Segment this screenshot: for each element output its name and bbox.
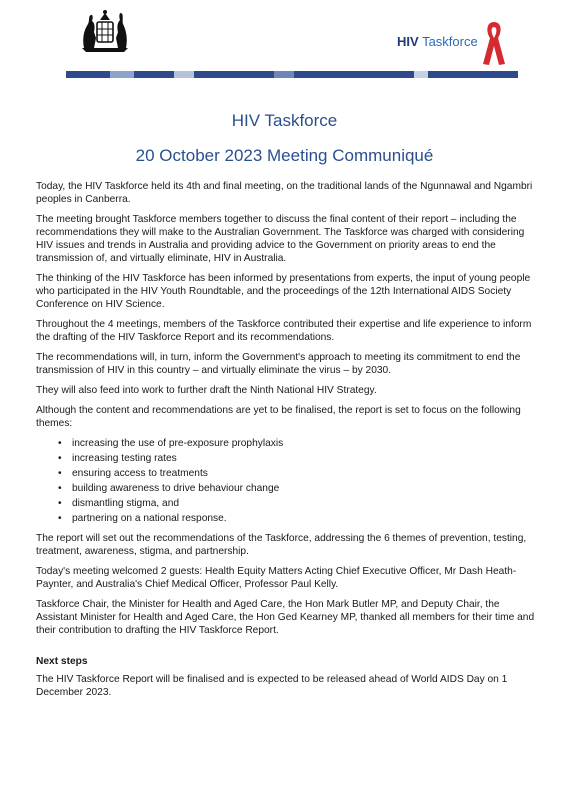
coat-of-arms-icon — [76, 8, 134, 54]
brand-taskforce: Taskforce — [422, 34, 478, 49]
list-item: • increasing testing rates — [58, 452, 542, 465]
band-segment — [428, 71, 518, 78]
paragraph-intro: Today, the HIV Taskforce held its 4th and final meeting, on the traditional lands of the Ngunnawal and Ngambri peoples in Canberra. — [36, 181, 533, 205]
list-item: • dismantling stigma, and — [58, 497, 542, 510]
paragraph-informed-by: The thinking of the HIV Taskforce has been informed by presentations from experts, the input of young people who participated in the HIV Youth Roundtable, and the proceedings of the 12th International AIDS Society Conference on HIV Science. — [36, 273, 531, 310]
list-item: • ensuring access to treatments — [58, 467, 542, 480]
list-item: • building awareness to drive behaviour change — [58, 482, 542, 495]
communique-body — [36, 180, 542, 706]
band-segment — [194, 71, 274, 78]
list-item: • partnering on a national response. — [58, 512, 542, 525]
communique-subtitle: 20 October 2023 Meeting Communiqué — [135, 146, 434, 165]
band-segment — [274, 71, 294, 78]
paragraph-meeting-purpose: The meeting brought Taskforce members together to discuss the final content of their report – including the recommendations they will make to the Australian Government. The Taskforce was charged with considering HIV issues and trends in Australia and providing advice to the Government on priority areas to end the transmission of, and virtually eliminate, HIV in Australia. — [36, 214, 525, 264]
paragraph-recommendations: The recommendations will, in turn, inform the Government's approach to meeting its commitment to end the transmission of HIV in this country – and virtually eliminate the virus – by 2030. — [36, 352, 521, 376]
next-steps-heading: Next steps — [36, 656, 88, 667]
paragraph-strategy: They will also feed into work to further draft the Ninth National HIV Strategy. — [36, 385, 377, 396]
band-segment — [134, 71, 174, 78]
paragraph-next-steps: The HIV Taskforce Report will be finalised and is expected to be released ahead of World AIDS Day on 1 December 2023. — [36, 674, 508, 698]
band-segment — [66, 71, 110, 78]
paragraph-themes-intro: Although the content and recommendations are yet to be finalised, the report is set to focus on the following themes: — [36, 405, 521, 429]
band-segment — [174, 71, 194, 78]
band-segment — [414, 71, 428, 78]
paragraph-contributions: Throughout the 4 meetings, members of the Taskforce contributed their expertise and life experience to inform the drafting of the HIV Taskforce Report and its recommendations. — [36, 319, 532, 343]
list-item: • increasing the use of pre-exposure prophylaxis — [58, 437, 542, 450]
page-header — [0, 0, 569, 80]
paragraph-report-themes: The report will set out the recommendations of the Taskforce, addressing the 6 themes of prevention, testing, treatment, awareness, stigma, and partnership. — [36, 533, 527, 557]
band-segment — [110, 71, 134, 78]
paragraph-guests: Today's meeting welcomed 2 guests: Health Equity Matters Acting Chief Executive Officer, Mr Dash Heath-Paynter, and Australia's Chief Medical Officer, Professor Paul Kelly. — [36, 566, 517, 590]
brand-hiv: HIV — [397, 34, 419, 49]
brand-logo-text — [397, 34, 478, 49]
paragraph-thanks: Taskforce Chair, the Minister for Health and Aged Care, the Hon Mark Butler MP, and Deputy Chair, the Assistant Minister for Health and Aged Care, the Hon Ged Kearney MP, thanked all members for their time and their contribution to drafting the HIV Taskforce Report. — [36, 599, 535, 636]
page-title: HIV Taskforce — [231, 111, 338, 130]
themes-list — [36, 437, 542, 525]
red-ribbon-icon — [480, 18, 508, 68]
header-colour-band — [66, 71, 518, 78]
band-segment — [294, 71, 414, 78]
